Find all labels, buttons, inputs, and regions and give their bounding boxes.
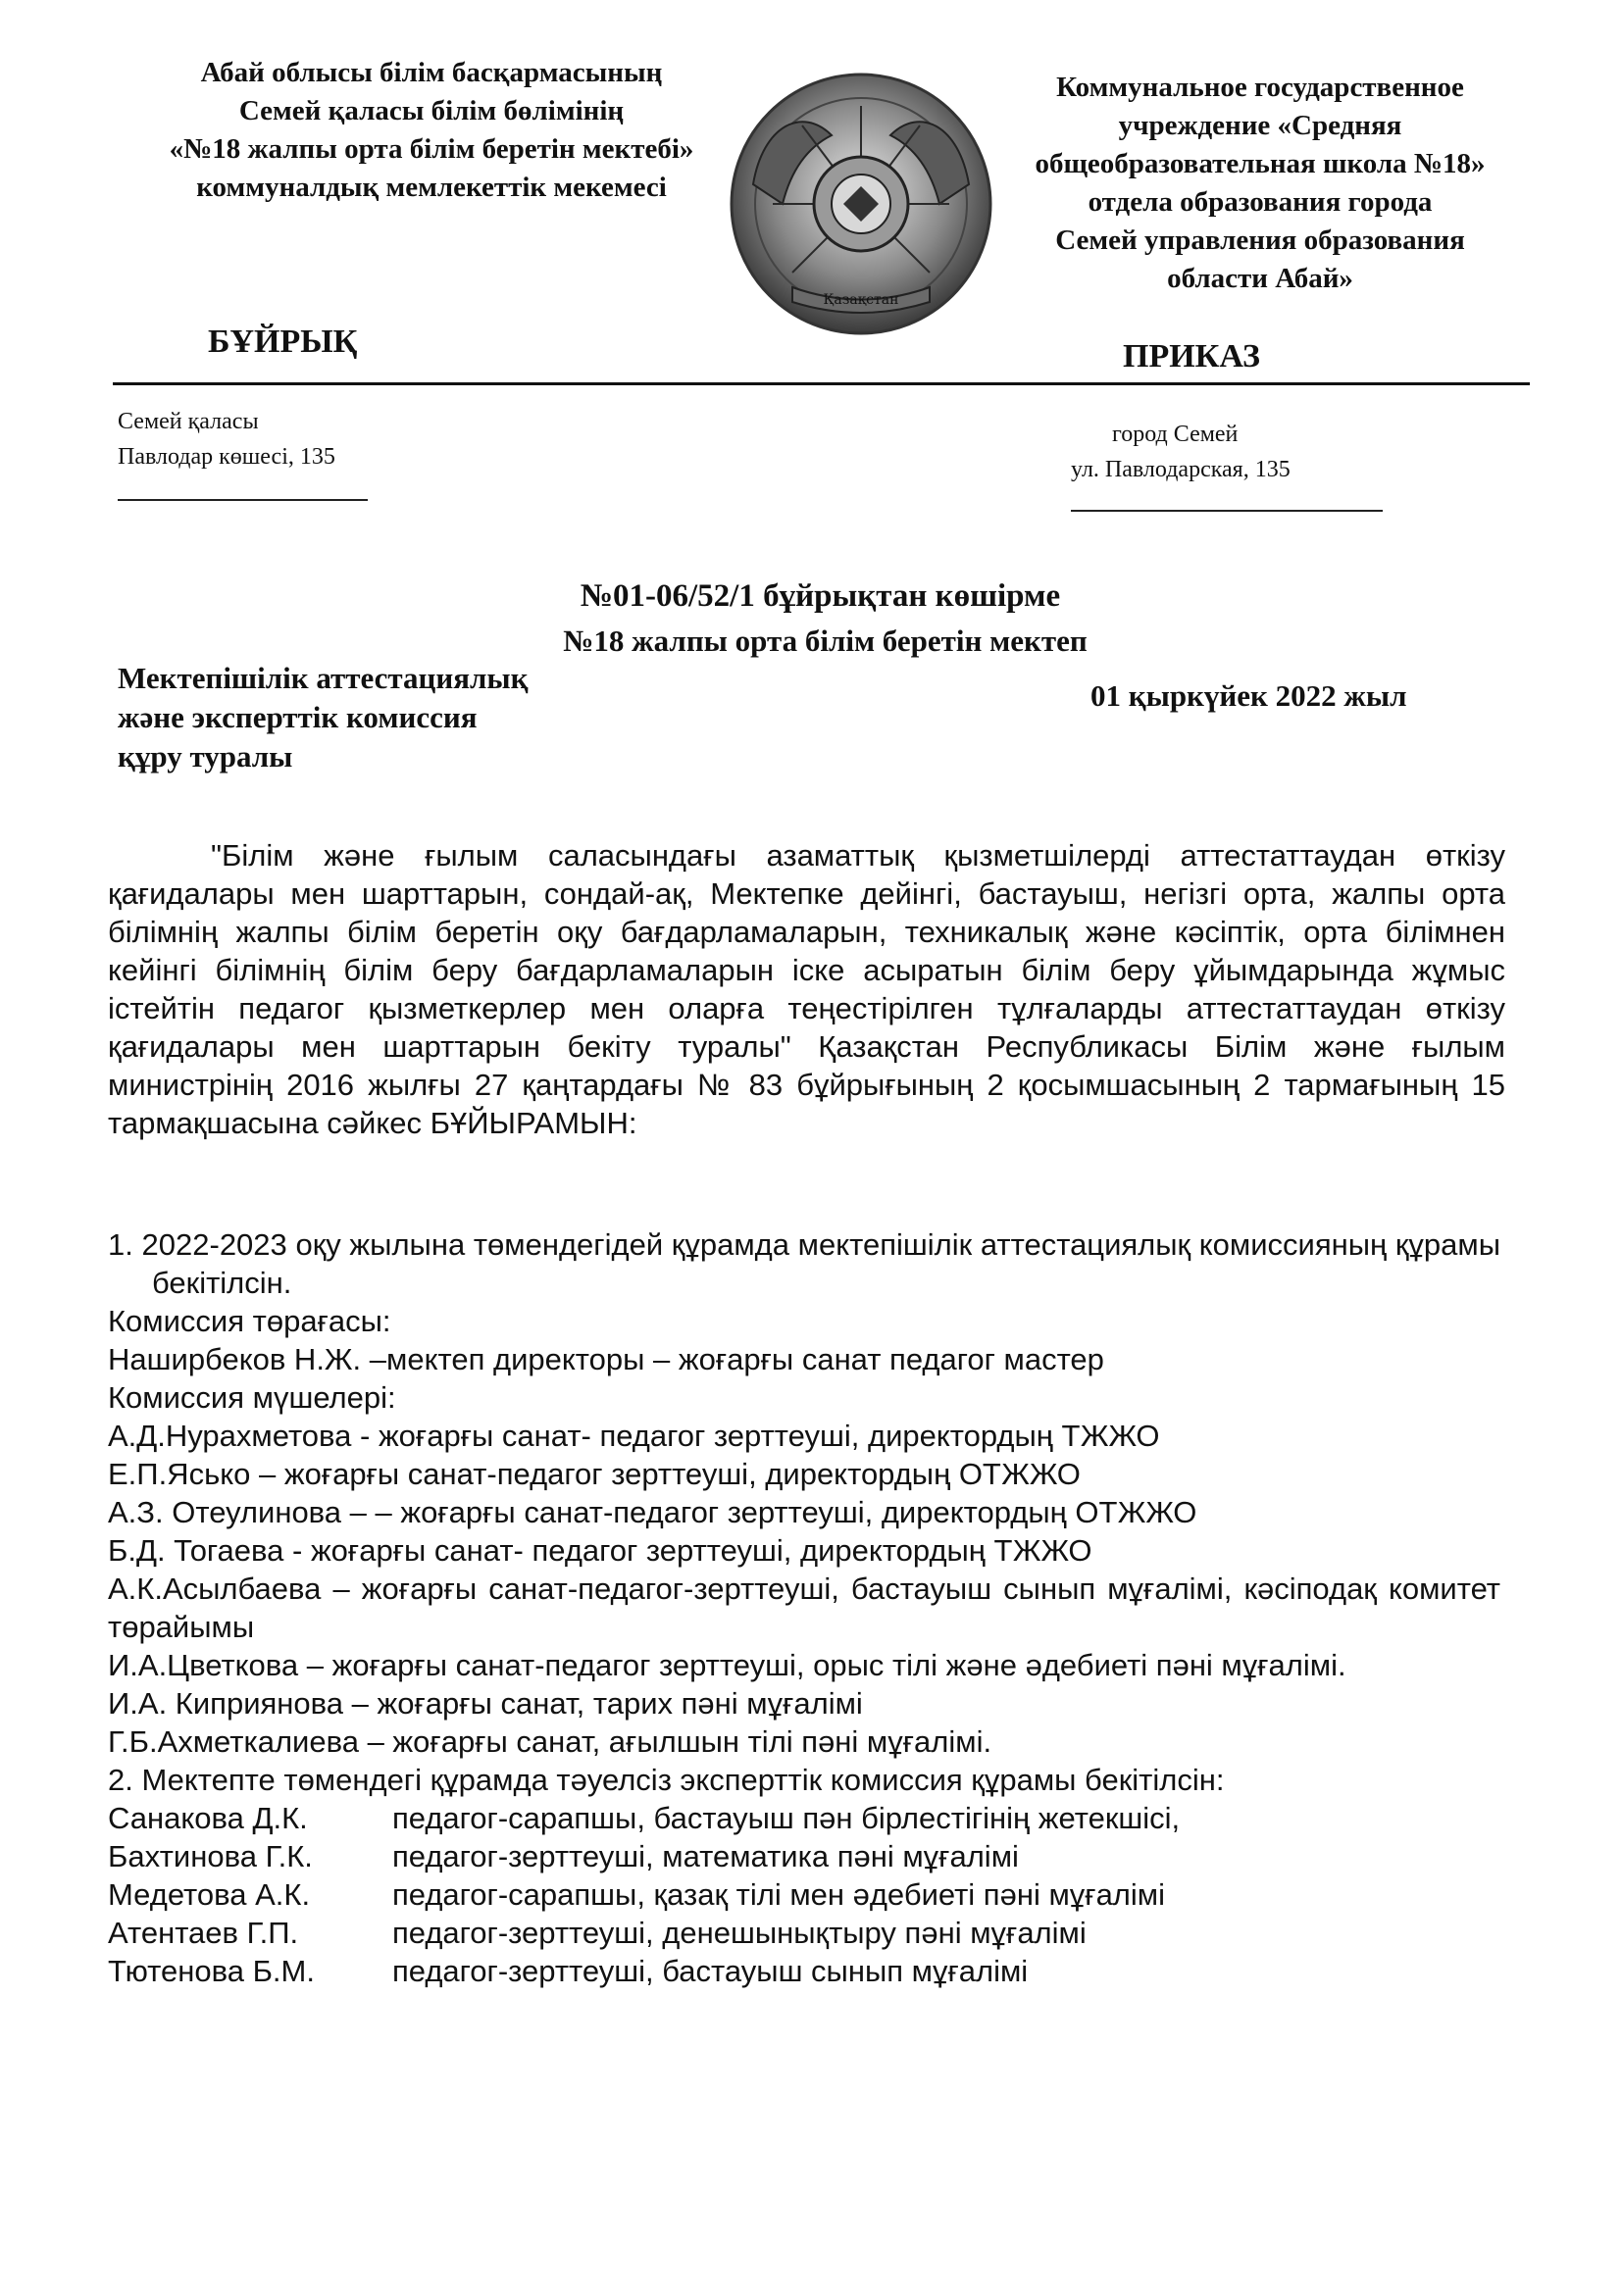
expert-role: педагог-зерттеуші, бастауыш сынып мұғалімі: [392, 1954, 1029, 1988]
subject-line: және эксперттік комиссия: [118, 700, 478, 734]
document-date: 01 қыркүйек 2022 жыл: [1090, 678, 1407, 713]
item-2: 2. Мектепте төмендегі құрамда тәуелсіз эксперттік комиссия құрамы бекітілсін:: [108, 1763, 1225, 1797]
address-kz-city: Семей қаласы: [118, 409, 259, 434]
subject-line: құру туралы: [118, 739, 293, 774]
order-title-kz: БҰЙРЫҚ: [208, 324, 358, 360]
address-ru-city: город Семей: [1112, 422, 1239, 447]
expert-row: [108, 1875, 1500, 1914]
header-divider: [113, 382, 1530, 385]
header-ru-line: отдела образования города: [1088, 186, 1433, 218]
expert-row: [108, 1837, 1500, 1875]
chair-label: Комиссия төрағасы:: [108, 1304, 391, 1338]
item-1: 1. 2022-2023 оқу жылына төмендегідей құрамда мектепішілік аттестациялық комиссияның құрамы бекітілсін.: [108, 1227, 1500, 1300]
address-ru-street: ул. Павлодарская, 135: [1071, 457, 1291, 482]
expert-name: Атентаев Г.П.: [108, 1916, 299, 1950]
expert-role: педагог-зерттеуші, математика пәні мұғалімі: [392, 1839, 1019, 1873]
header-ru-line: общеобразовательная школа №18»: [1035, 148, 1486, 179]
header-kz-line: Абай облысы білім басқармасының: [200, 57, 663, 88]
member-entry: А.Д.Нурахметова - жоғарғы санат- педагог зерттеуші, директордың ТЖЖО: [108, 1419, 1160, 1453]
document-subject: [118, 659, 528, 776]
body-content: [108, 1225, 1500, 1990]
expert-role: педагог-зерттеуші, денешынықтыру пәні мұғалімі: [392, 1916, 1087, 1950]
member-entry: А.К.Асылбаева – жоғарғы санат-педагог-зерттеуші, бастауыш сынып мұғалімі, кәсіподақ комитет төрайымы: [108, 1572, 1500, 1644]
expert-name: Бахтинова Г.К.: [108, 1839, 313, 1873]
header-kz-line: «№18 жалпы орта білім беретін мектебі»: [169, 133, 694, 165]
expert-role: педагог-сарапшы, бастауыш пән бірлестігінің жетекшісі,: [392, 1801, 1181, 1835]
expert-row: [108, 1799, 1500, 1837]
document-school: №18 жалпы орта білім беретін мектеп: [563, 624, 1088, 658]
header-kz-line: Семей қаласы білім бөлімінің: [238, 95, 625, 126]
address-kz: [118, 404, 335, 474]
members-label: Комиссия мүшелері:: [108, 1380, 396, 1415]
member-entry: И.А.Цветкова – жоғарғы санат-педагог зерттеуші, орыс тілі және әдебиеті пәні мұғалімі.: [108, 1648, 1346, 1682]
header-ru: [966, 69, 1554, 298]
member-entry: Г.Б.Ахметкалиева – жоғарғы санат, ағылшын тілі пәні мұғалімі.: [108, 1724, 992, 1759]
chair-entry: Наширбеков Н.Ж. –мектеп директоры – жоғарғы санат педагог мастер: [108, 1342, 1104, 1376]
emblem-banner-text: Қазақстан: [823, 292, 899, 308]
expert-name: Санакова Д.К.: [108, 1801, 308, 1835]
expert-role: педагог-сарапшы, қазақ тілі мен әдебиеті пәні мұғалімі: [392, 1877, 1165, 1912]
header-kz: [108, 54, 755, 207]
address-ru: [1071, 417, 1291, 487]
address-kz-underline: [118, 499, 368, 501]
preamble-paragraph: "Білім және ғылым саласындағы азаматтық қызметшілерді аттестаттаудан өткізу қағидалары мен шарттарын, сондай-ақ, Мектепке дейінгі, бастауыш, негізгі орта, жалпы орта білімнің жалпы білім беретін оқу бағдарламаларын, техникалық және кәсіптік, орта білімнен кейінгі білімнің білім беру бағдарламаларын іске асыратын білім беру ұйымдарында жұмыс істейтін педагог қызметкерлер мен оларға теңестірілген тұлғаларды аттестаттаудан өткізу қағидалары мен шарттарын бекіту туралы" Қазақстан Республикасы Білім және ғылым министрінің 2016 жылғы 27 қаңтардағы № 83 бұйрығының 2 қосымшасының 2 тармағының 15 тармақшасына сәйкес БҰЙЫРАМЫН:: [108, 838, 1505, 1140]
member-entry: А.З. Отеулинова – – жоғарғы санат-педагог зерттеуші, директордың ОТЖЖО: [108, 1495, 1197, 1529]
state-emblem-icon: [724, 67, 998, 341]
address-ru-underline: [1071, 510, 1383, 512]
expert-row: [108, 1914, 1500, 1952]
expert-name: Тютенова Б.М.: [108, 1954, 315, 1988]
header-kz-line: коммуналдық мемлекеттік мекемесі: [196, 172, 667, 203]
header-ru-line: учреждение «Средняя: [1118, 110, 1402, 141]
order-title-ru: ПРИКАЗ: [1123, 338, 1260, 374]
subject-line: Мектепішілік аттестациялық: [118, 661, 529, 695]
document-title: №01-06/52/1 бұйрықтан көшірме: [580, 578, 1061, 614]
header-ru-line: Коммунальное государственное: [1056, 72, 1464, 103]
header-ru-line: области Абай»: [1167, 263, 1353, 294]
address-kz-street: Павлодар көшесі, 135: [118, 444, 335, 470]
expert-name: Медетова А.К.: [108, 1877, 311, 1912]
member-entry: Б.Д. Тогаева - жоғарғы санат- педагог зерттеуші, директордың ТЖЖО: [108, 1533, 1092, 1568]
member-entry: Е.П.Ясько – жоғарғы санат-педагог зерттеуші, директордың ОТЖЖО: [108, 1457, 1081, 1491]
member-entry: И.А. Киприянова – жоғарғы санат, тарих пәні мұғалімі: [108, 1686, 863, 1721]
header-ru-line: Семей управления образования: [1055, 225, 1465, 256]
expert-row: [108, 1952, 1500, 1990]
